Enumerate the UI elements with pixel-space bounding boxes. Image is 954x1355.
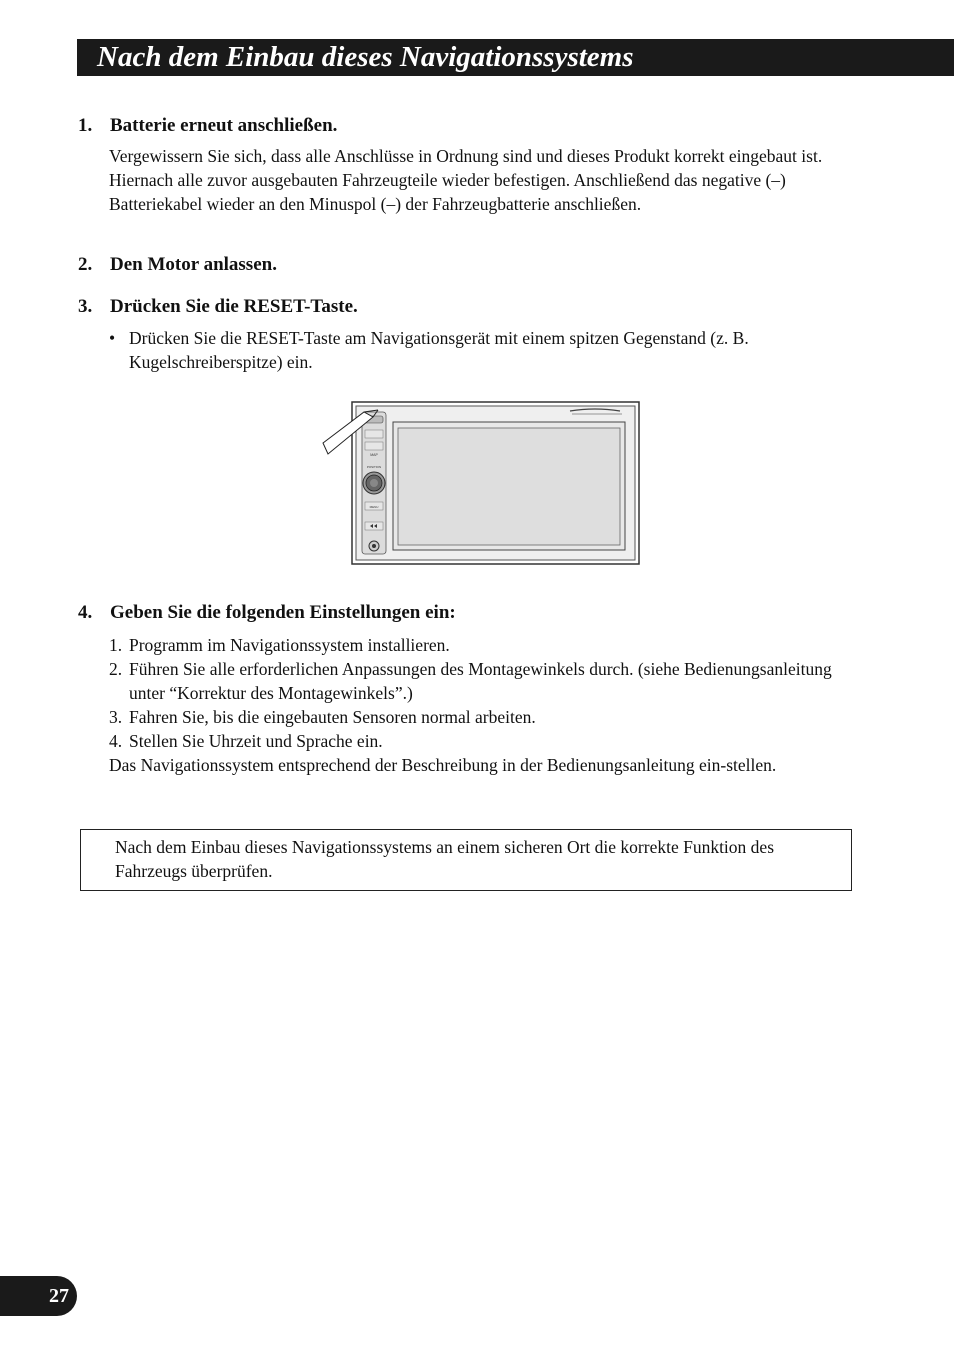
step-heading-text: Geben Sie die folgenden Einstellungen ein: (110, 602, 456, 623)
note-text: Nach dem Einbau dieses Navigationssystems an einem sicheren Ort die korrekte Funktion des Fahrzeugs überprüfen. (115, 837, 775, 881)
step-1-body (109, 144, 869, 216)
list-item (109, 633, 869, 657)
figure-button-label: MENU (369, 505, 379, 509)
list-item-number: 1. (109, 635, 123, 655)
list-item-number: 4. (109, 731, 123, 751)
step-3-heading (78, 296, 358, 318)
list-item (109, 729, 869, 753)
page-number: 27 (49, 1285, 69, 1307)
list-item-text: Programm im Navigationssystem installieren. (129, 635, 450, 655)
figure-button-label: POSITION (366, 465, 382, 469)
step-2-heading (78, 254, 277, 276)
navigation-unit-icon (320, 398, 644, 568)
list-item-text: Stellen Sie Uhrzeit und Sprache ein. (129, 731, 383, 751)
step-heading-text: Den Motor anlassen. (110, 254, 277, 275)
step-number: 3. (78, 296, 93, 317)
settings-list (109, 633, 869, 777)
page-title: Nach dem Einbau dieses Navigationssystems (97, 41, 634, 73)
step-heading-text: Batterie erneut anschließen. (110, 115, 338, 136)
step-heading-text: Drücken Sie die RESET-Taste. (110, 296, 358, 317)
device-illustration (320, 398, 644, 568)
step-4-heading (78, 602, 456, 624)
figure-button-label: MAP (370, 453, 378, 457)
bullet-item (109, 326, 869, 374)
note-box (80, 829, 852, 891)
step-number: 2. (78, 254, 93, 275)
paragraph: Vergewissern Sie sich, dass alle Anschlüsse in Ordnung sind und dieses Produkt korrekt eingebaut ist. Hiernach alle zuvor ausgebauten Fahrzeugteile wieder befestigen. Anschließend das negative (–) Batteriekabel wieder an den Minuspol (–) der Fahrzeugbatterie anschließen. (109, 146, 823, 214)
list-item-text: Führen Sie alle erforderlichen Anpassungen des Montagewinkels durch. (siehe Bedienungsanleitung unter “Korrektur des Montagewinkels”.) (129, 659, 832, 703)
list-item-text: Fahren Sie, bis die eingebauten Sensoren normal arbeiten. (129, 707, 536, 727)
step-1-heading (78, 115, 337, 137)
list-item (109, 705, 869, 729)
list-item-number: 2. (109, 659, 123, 679)
list-item-number: 3. (109, 707, 123, 727)
page-number-tab (0, 1276, 77, 1316)
step-number: 1. (78, 115, 93, 136)
closing-paragraph: Das Navigationssystem entsprechend der Beschreibung in der Bedienungsanleitung ein-stellen. (109, 755, 777, 775)
list-item (109, 657, 869, 705)
section-header (77, 39, 954, 76)
bullet-icon: • (109, 328, 116, 348)
bullet-text: Drücken Sie die RESET-Taste am Navigationsgerät mit einem spitzen Gegenstand (z. B. Kugelschreiberspitze) ein. (129, 328, 749, 372)
step-number: 4. (78, 602, 93, 623)
